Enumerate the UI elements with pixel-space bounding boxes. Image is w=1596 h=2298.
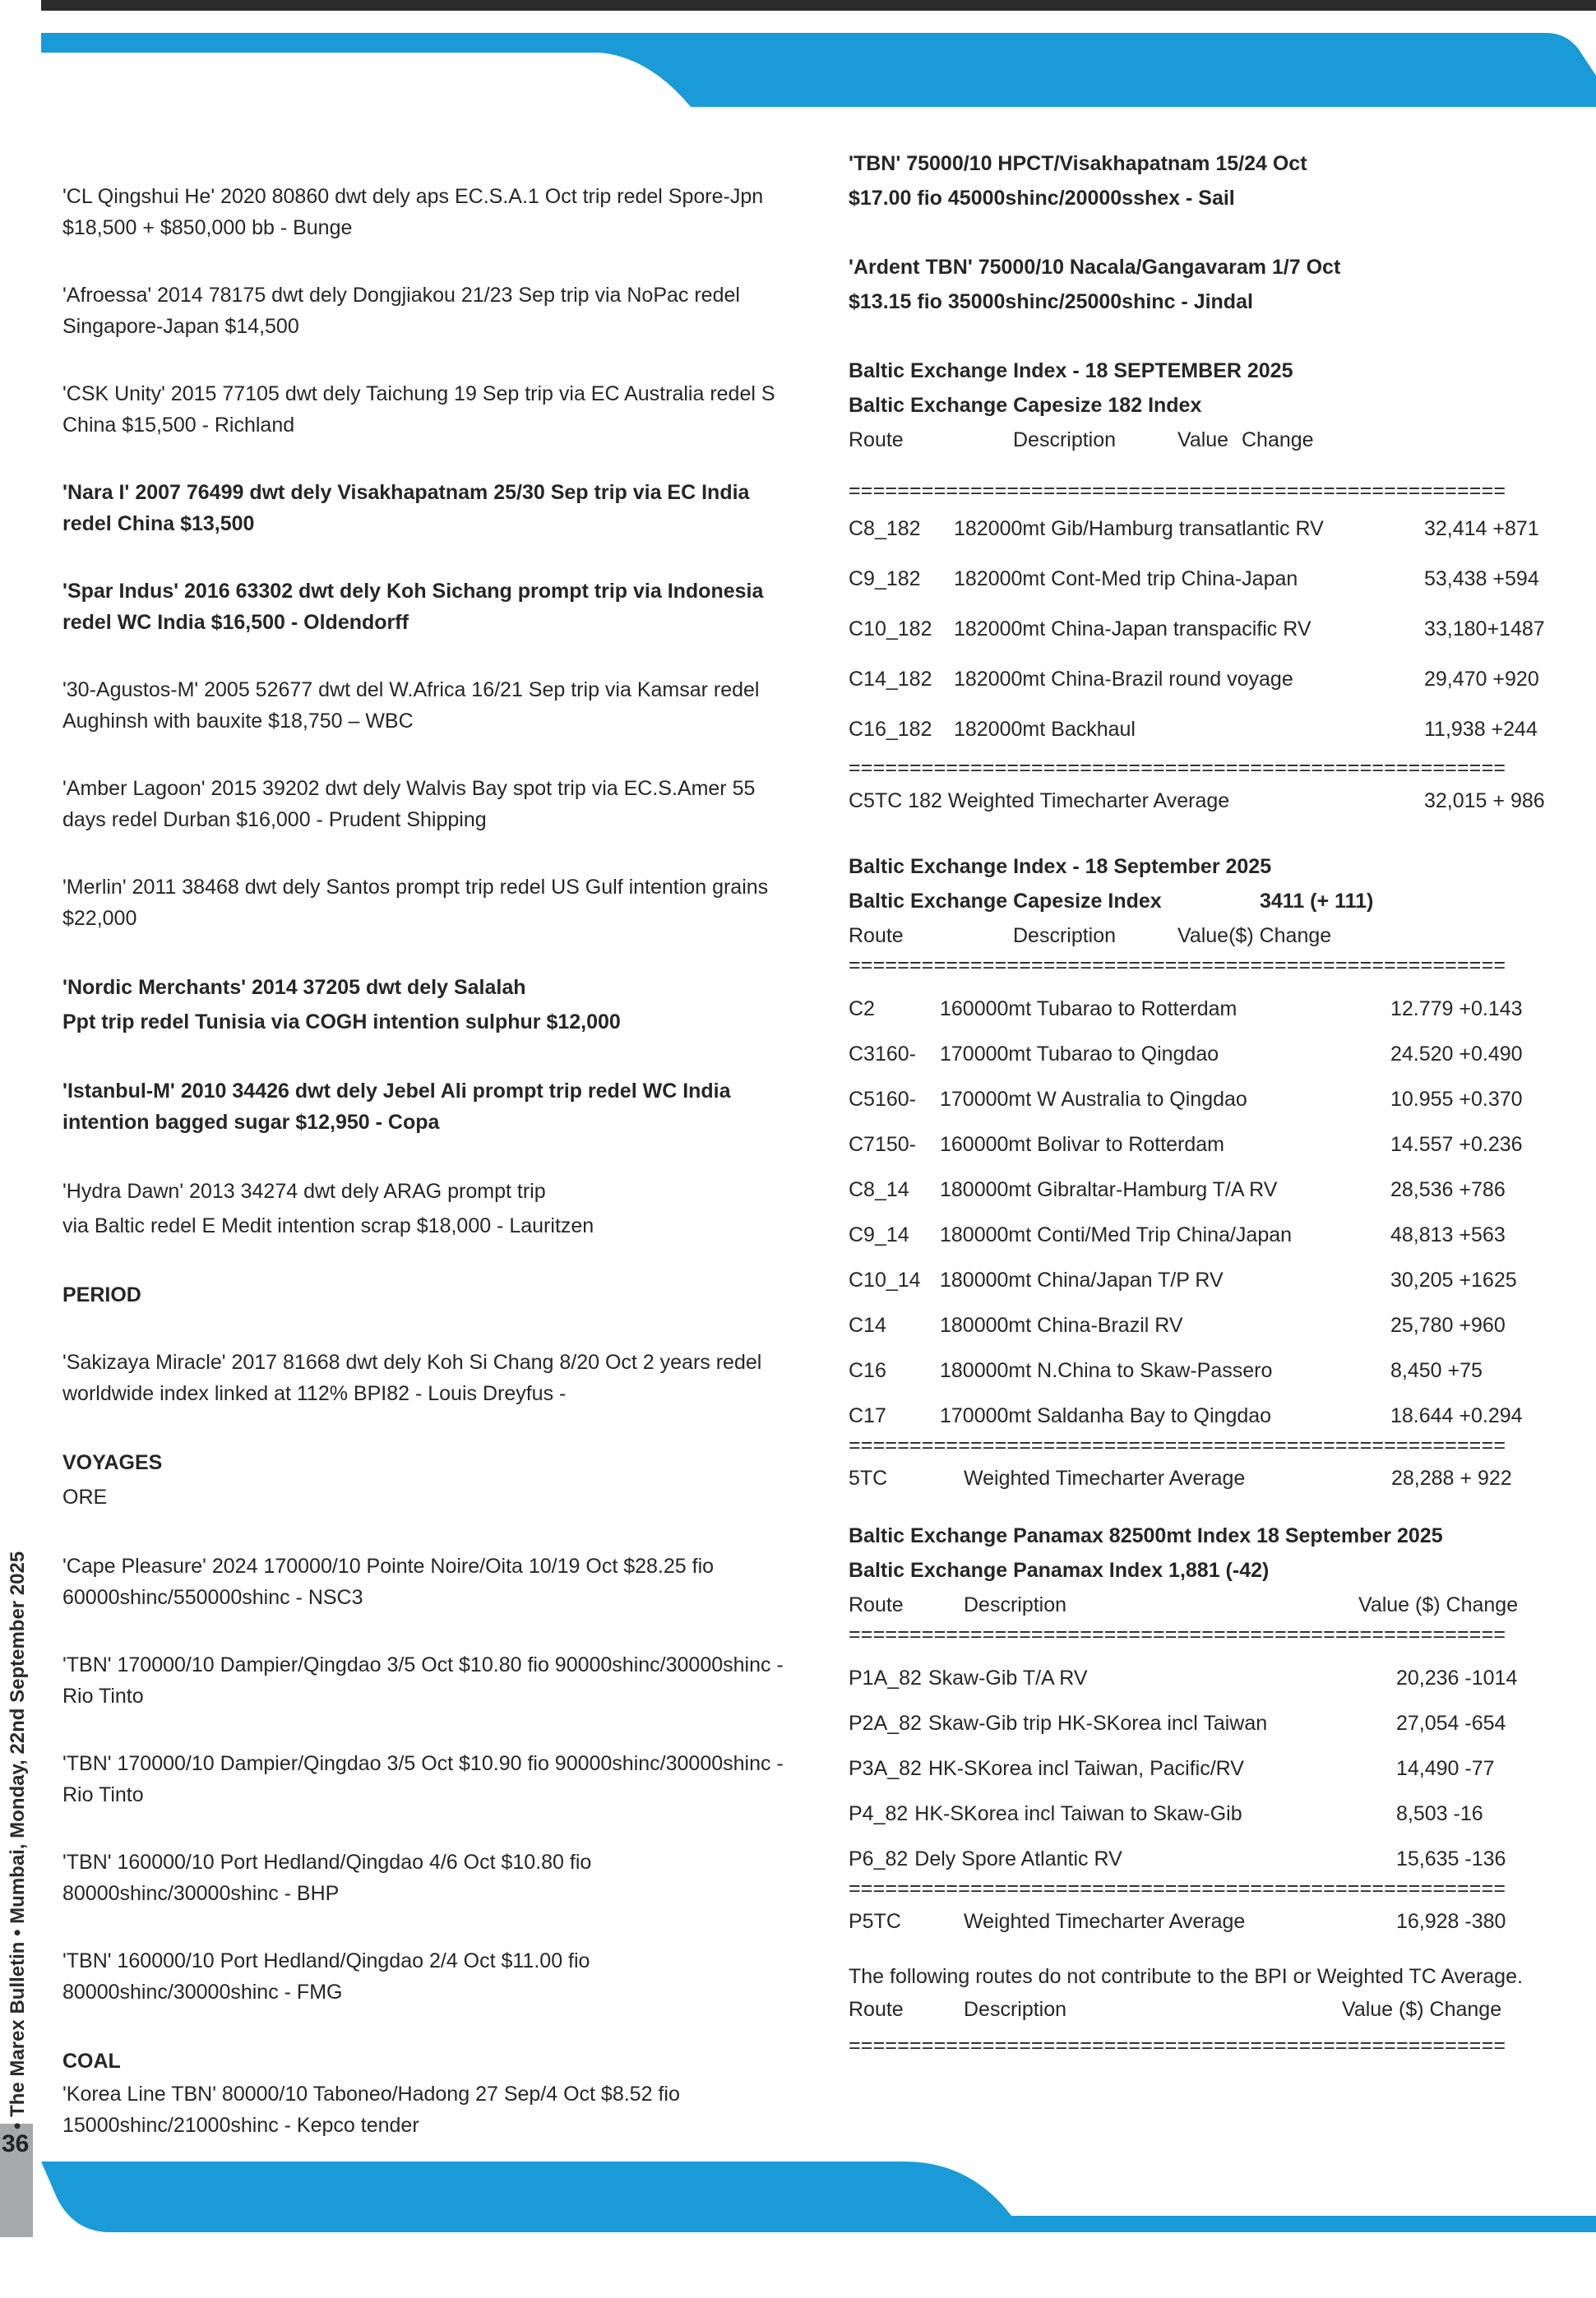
fixture-paragraph: 'CSK Unity' 2015 77105 dwt dely Taichung 19 Sep trip via EC Australia redel S China $15,500 - Richland xyxy=(62,382,775,437)
cell-route: C5160- xyxy=(849,1087,916,1111)
index-title: Baltic Exchange Panamax 82500mt Index 18 September 2025 xyxy=(849,1524,1443,1547)
fixture-paragraph: 'CL Qingshui He' 2020 80860 dwt dely aps EC.S.A.1 Oct trip redel Spore-Jpn $18,500 + $850,000 bb - Bunge xyxy=(62,185,764,239)
col-description: Description xyxy=(964,1998,1067,2021)
table-row xyxy=(849,1076,1556,1121)
cell-value-change: 18.644 +0.294 xyxy=(1390,1403,1523,1427)
cell-description: 182000mt Cont-Med trip China-Japan xyxy=(954,566,1298,590)
panamax-table xyxy=(849,1655,1556,1881)
fixture-paragraph: 'Cape Pleasure' 2024 170000/10 Pointe Noire/Oita 10/19 Oct $28.25 fio 60000shinc/550000shinc - NSC3 xyxy=(62,1555,715,1609)
cell-route: C14_182 xyxy=(849,667,932,691)
cell-value-change: 12.779 +0.143 xyxy=(1390,996,1523,1020)
table-row xyxy=(849,553,1556,603)
table-row xyxy=(849,986,1556,1031)
cell-route: C10_14 xyxy=(849,1268,921,1292)
cell-description: 182000mt China-Japan transpacific RV xyxy=(954,617,1311,640)
cell-value-change: 33,180+1487 xyxy=(1424,617,1545,640)
col-description: Description xyxy=(1013,428,1117,451)
table-row xyxy=(849,1791,1556,1836)
cell-route: P2A_82 xyxy=(849,1711,922,1735)
cell-route: C10_182 xyxy=(849,617,932,640)
avg-label: Weighted Timecharter Average xyxy=(964,1467,1246,1490)
index-subtitle: Baltic Exchange Capesize 182 Index xyxy=(849,394,1202,417)
avg-label: C5TC 182 Weighted Timecharter Average xyxy=(849,789,1230,812)
cell-route: C16_182 xyxy=(849,717,932,741)
cell-description: Skaw-Gib trip HK-SKorea incl Taiwan xyxy=(928,1711,1268,1735)
separator-line: ====================================================== xyxy=(849,479,1506,502)
fixture-paragraph xyxy=(849,250,1556,319)
separator-line: ====================================================== xyxy=(849,954,1506,977)
avg-value: 16,928 -380 xyxy=(1396,1910,1506,1933)
cell-description: 182000mt China-Brazil round voyage xyxy=(954,667,1293,691)
table-row xyxy=(849,1700,1556,1745)
cell-route: P3A_82 xyxy=(849,1756,922,1780)
right-column xyxy=(849,146,1556,2058)
avg-value: 32,015 + 986 xyxy=(1424,789,1545,812)
cell-route: P6_82 xyxy=(849,1847,909,1870)
fixture-line: 'Nordic Merchants' 2014 37205 dwt dely Salalah xyxy=(62,976,526,999)
fixture-line: via Baltic redel E Medit intention scrap $18,000 - Lauritzen xyxy=(62,1214,594,1237)
table-row xyxy=(849,1836,1556,1881)
cell-description: 182000mt Backhaul xyxy=(954,717,1136,741)
col-route: Route xyxy=(849,428,904,451)
table-row-average xyxy=(849,1458,1556,1499)
cell-value-change: 24.520 +0.490 xyxy=(1390,1042,1523,1066)
avg-route: P5TC xyxy=(849,1910,901,1933)
table-row xyxy=(849,1212,1556,1257)
cell-description: 180000mt N.China to Skaw-Passero xyxy=(940,1358,1273,1382)
header-wave-decoration xyxy=(0,33,1596,148)
col-value-change: Value ($) Change xyxy=(1358,1593,1519,1616)
table-row xyxy=(849,1031,1556,1076)
fixture-paragraph: 'TBN' 170000/10 Dampier/Qingdao 3/5 Oct $10.80 fio 90000shinc/30000shinc - Rio Tinto xyxy=(62,1653,784,1708)
cell-value-change: 8,503 -16 xyxy=(1396,1801,1483,1825)
fixture-paragraph: 'Nara I' 2007 76499 dwt dely Visakhapatnam 25/30 Sep trip via EC India redel China $13,500 xyxy=(62,481,750,535)
cell-description: 180000mt China/Japan T/P RV xyxy=(940,1268,1224,1292)
section-heading-coal: COAL xyxy=(62,2050,121,2073)
separator-line: ====================================================== xyxy=(849,1623,1506,1646)
table-row-average xyxy=(849,1901,1556,1942)
fixture-line: 'TBN' 75000/10 HPCT/Visakhapatnam 15/24 Oct xyxy=(849,152,1307,175)
cell-description: HK-SKorea incl Taiwan, Pacific/RV xyxy=(928,1756,1244,1780)
fixture-paragraph: 'Merlin' 2011 38468 dwt dely Santos prompt trip redel US Gulf intention grains $22,000 xyxy=(62,876,769,930)
cell-value-change: 53,438 +594 xyxy=(1424,566,1539,590)
table-row xyxy=(849,603,1556,654)
fixture-line: $13.15 fio 35000shinc/25000shinc - Jindal xyxy=(849,290,1253,313)
table-row xyxy=(849,704,1556,754)
separator-line: ====================================================== xyxy=(849,1434,1506,1457)
cell-route: C3160- xyxy=(849,1042,916,1066)
cell-route: C17 xyxy=(849,1403,886,1427)
index-title: Baltic Exchange Index - 18 September 2025 xyxy=(849,855,1272,878)
table-header xyxy=(849,423,1556,457)
cell-value-change: 14,490 -77 xyxy=(1396,1756,1495,1780)
table-row xyxy=(849,1302,1556,1348)
col-change: Change xyxy=(1242,428,1314,451)
table-row xyxy=(849,1167,1556,1212)
fixture-paragraph: 'Korea Line TBN' 80000/10 Taboneo/Hadong 27 Sep/4 Oct $8.52 fio 15000shinc/21000shinc - Kepco tender xyxy=(62,2083,680,2137)
fixture-paragraph: 'Amber Lagoon' 2015 39202 dwt dely Walvis Bay spot trip via EC.S.Amer 55 days redel Durban $16,000 - Prudent Shipping xyxy=(62,777,756,831)
fixture-paragraph: 'TBN' 160000/10 Port Hedland/Qingdao 2/4 Oct $11.00 fio 80000shinc/30000shinc - FMG xyxy=(62,1949,590,2004)
fixture-paragraph: 'Sakizaya Miracle' 2017 81668 dwt dely Koh Si Chang 8/20 Oct 2 years redel worldwide index linked at 112% BPI82 - Louis Dreyfus - xyxy=(62,1351,762,1405)
col-value-change: Value($) Change xyxy=(1177,924,1332,947)
cell-description: 160000mt Bolivar to Rotterdam xyxy=(940,1132,1225,1156)
cell-description: HK-SKorea incl Taiwan to Skaw-Gib xyxy=(914,1801,1242,1825)
cell-value-change: 27,054 -654 xyxy=(1396,1711,1506,1735)
cell-value-change: 10.955 +0.370 xyxy=(1390,1087,1523,1111)
cell-route: C9_182 xyxy=(849,566,921,590)
cell-value-change: 20,236 -1014 xyxy=(1396,1666,1518,1690)
cell-description: 180000mt Gibraltar-Hamburg T/A RV xyxy=(940,1177,1278,1201)
fixture-line: $17.00 fio 45000shinc/20000sshex - Sail xyxy=(849,187,1235,210)
cell-description: 180000mt China-Brazil RV xyxy=(940,1313,1183,1337)
cell-route: C2 xyxy=(849,996,875,1020)
cell-value-change: 15,635 -136 xyxy=(1396,1847,1506,1870)
avg-route: 5TC xyxy=(849,1467,888,1490)
section-heading-voyages: VOYAGES xyxy=(62,1451,163,1474)
cell-route: C9_14 xyxy=(849,1223,909,1246)
fixture-line: 'Ardent TBN' 75000/10 Nacala/Gangavaram 1/7 Oct xyxy=(849,256,1341,279)
cell-description: 170000mt Tubarao to Qingdao xyxy=(940,1042,1219,1066)
fixture-paragraph: 'Spar Indus' 2016 63302 dwt dely Koh Sichang prompt trip via Indonesia redel WC India $16,500 - Oldendorff xyxy=(62,580,764,634)
separator-line: ====================================================== xyxy=(849,1877,1506,1900)
table-row-average xyxy=(849,780,1556,821)
table-row xyxy=(849,1393,1556,1438)
subsection-label-ore: ORE xyxy=(62,1486,108,1509)
table-header xyxy=(849,918,1556,953)
top-dark-bar xyxy=(41,0,1596,11)
fixture-paragraph xyxy=(62,970,786,1039)
index-subtitle-label: Baltic Exchange Capesize Index xyxy=(849,890,1162,913)
table-row xyxy=(849,1257,1556,1302)
capesize-table xyxy=(849,986,1556,1438)
fixture-line: 'Hydra Dawn' 2013 34274 dwt dely ARAG prompt trip xyxy=(62,1180,546,1203)
table-row xyxy=(849,1745,1556,1791)
page-number: 36 xyxy=(2,2130,30,2157)
cell-description: 180000mt Conti/Med Trip China/Japan xyxy=(940,1223,1293,1246)
index-title: Baltic Exchange Index - 18 SEPTEMBER 2025 xyxy=(849,359,1293,382)
avg-value: 28,288 + 922 xyxy=(1391,1467,1512,1490)
separator-line: ====================================================== xyxy=(849,756,1506,779)
cell-value-change: 48,813 +563 xyxy=(1390,1223,1506,1246)
note-text: The following routes do not contribute to the BPI or Weighted TC Average. xyxy=(849,1965,1523,1988)
fixture-paragraph xyxy=(849,146,1556,215)
col-route: Route xyxy=(849,1998,904,2021)
cell-value-change: 28,536 +786 xyxy=(1390,1177,1506,1201)
col-description: Description xyxy=(964,1593,1067,1616)
col-value: Value xyxy=(1177,428,1229,451)
cell-value-change: 25,780 +960 xyxy=(1390,1313,1506,1337)
cell-description: Skaw-Gib T/A RV xyxy=(928,1666,1088,1690)
fixture-paragraph xyxy=(62,1174,786,1243)
capesize-182-table xyxy=(849,503,1556,754)
index-subtitle: Baltic Exchange Panamax Index 1,881 (-42) xyxy=(849,1559,1270,1582)
cell-route: C16 xyxy=(849,1358,886,1382)
cell-route: P1A_82 xyxy=(849,1666,922,1690)
left-column xyxy=(62,181,786,2177)
cell-route: C8_14 xyxy=(849,1177,909,1201)
cell-value-change: 14.557 +0.236 xyxy=(1390,1132,1523,1156)
col-description: Description xyxy=(1013,924,1117,947)
cell-description: Dely Spore Atlantic RV xyxy=(914,1847,1122,1870)
section-heading-period: PERIOD xyxy=(62,1283,141,1306)
table-row xyxy=(849,1121,1556,1167)
cell-value-change: 8,450 +75 xyxy=(1390,1358,1483,1382)
cell-value-change: 32,414 +871 xyxy=(1424,516,1539,540)
table-row xyxy=(849,1655,1556,1700)
cell-value-change: 29,470 +920 xyxy=(1424,667,1539,691)
fixture-paragraph: '30-Agustos-M' 2005 52677 dwt del W.Africa 16/21 Sep trip via Kamsar redel Aughinsh with bauxite $18,750 – WBC xyxy=(62,678,760,733)
cell-route: P4_82 xyxy=(849,1801,909,1825)
fixture-paragraph: 'TBN' 170000/10 Dampier/Qingdao 3/5 Oct $10.90 fio 90000shinc/30000shinc - Rio Tinto xyxy=(62,1752,784,1806)
cell-route: C14 xyxy=(849,1313,886,1337)
fixture-paragraph: 'Afroessa' 2014 78175 dwt dely Dongjiakou 21/23 Sep trip via NoPac redel Singapore-Japan $14,500 xyxy=(62,284,740,338)
fixture-line: Ppt trip redel Tunisia via COGH intention sulphur $12,000 xyxy=(62,1010,621,1033)
separator-line: ====================================================== xyxy=(849,2034,1506,2057)
index-subtitle-value: 3411 (+ 111) xyxy=(1260,890,1374,913)
index-subtitle xyxy=(849,884,1556,918)
fixture-paragraph: 'Istanbul-M' 2010 34426 dwt dely Jebel Ali prompt trip redel WC India intention bagged sugar $12,950 - Copa xyxy=(62,1080,731,1134)
table-row xyxy=(849,654,1556,704)
col-route: Route xyxy=(849,924,904,947)
table-header xyxy=(849,1992,1556,2027)
cell-route: C7150- xyxy=(849,1132,916,1156)
page-number-tab xyxy=(0,2124,33,2237)
fixture-paragraph: 'TBN' 160000/10 Port Hedland/Qingdao 4/6 Oct $10.80 fio 80000shinc/30000shinc - BHP xyxy=(62,1851,592,1905)
sidebar-publication-info: • The Marex Bulletin • Mumbai, Monday, 22nd September 2025 xyxy=(7,1551,29,2129)
table-row xyxy=(849,503,1556,553)
cell-value-change: 11,938 +244 xyxy=(1424,717,1538,741)
cell-value-change: 30,205 +1625 xyxy=(1390,1268,1517,1292)
cell-description: 160000mt Tubarao to Rotterdam xyxy=(940,996,1237,1020)
cell-description: 170000mt Saldanha Bay to Qingdao xyxy=(940,1403,1272,1427)
col-route: Route xyxy=(849,1593,904,1616)
cell-route: C8_182 xyxy=(849,516,921,540)
table-header xyxy=(849,1588,1556,1622)
cell-description: 170000mt W Australia to Qingdao xyxy=(940,1087,1247,1111)
avg-label: Weighted Timecharter Average xyxy=(964,1910,1246,1933)
table-row xyxy=(849,1348,1556,1393)
cell-description: 182000mt Gib/Hamburg transatlantic RV xyxy=(954,516,1324,540)
col-value-change: Value ($) Change xyxy=(1342,1998,1502,2021)
